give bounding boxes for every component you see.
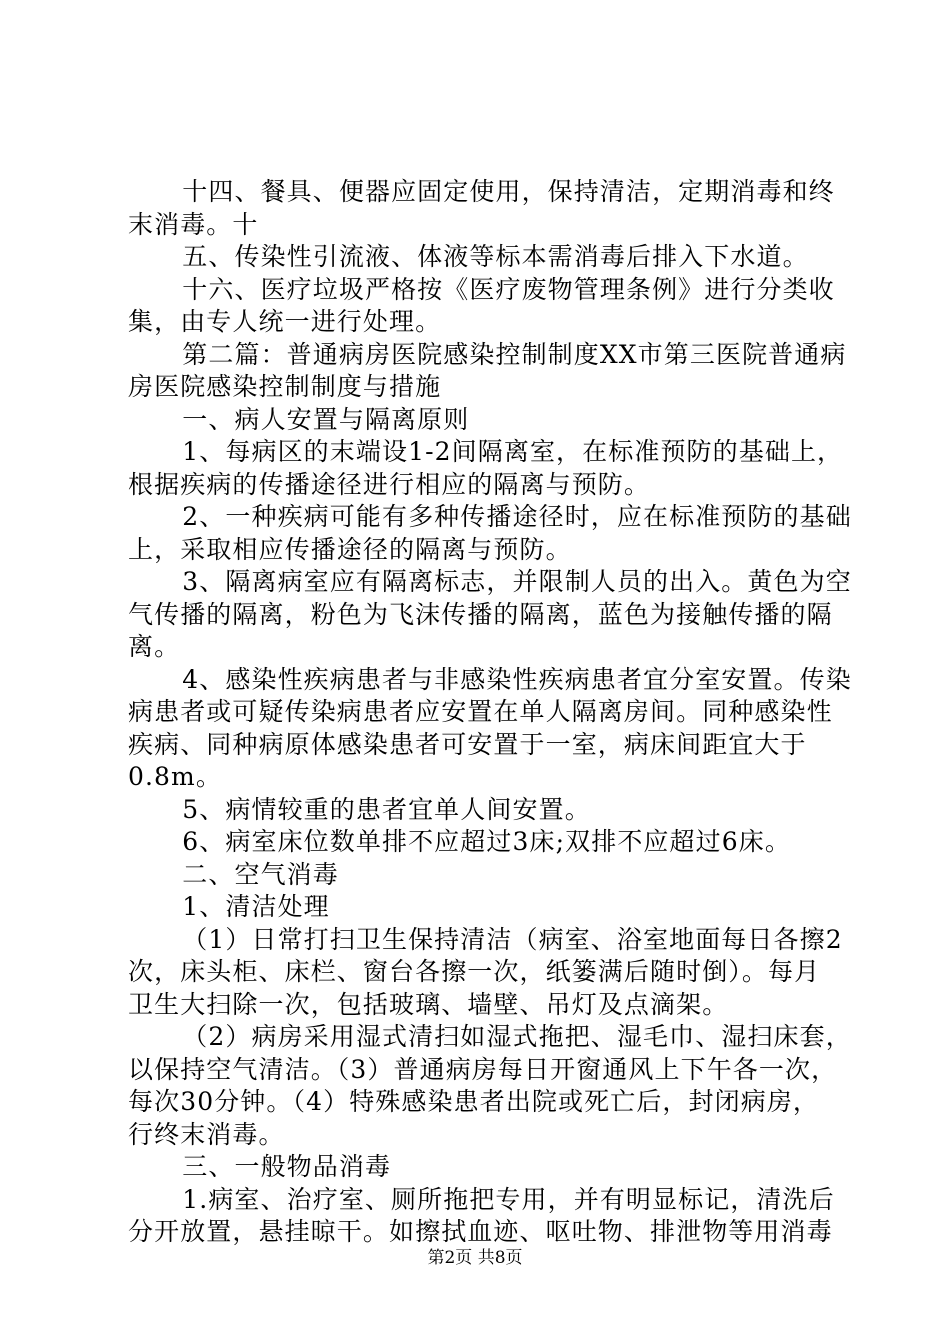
text-line: 十六、医疗垃圾严格按《医疗废物管理条例》进行分类收 (128, 274, 835, 304)
text-line: 2、一种疾病可能有多种传播途径时，应在标准预防的基础 (128, 502, 852, 531)
text-line: 4、感染性疾病患者与非感染性疾病患者宜分室安置。传染 (128, 664, 852, 694)
text-line: 卫生大扫除一次，包括玻璃、墙壁、吊灯及点滴架。 (128, 989, 729, 1019)
text-line: 根据疾病的传播途径进行相应的隔离与预防。 (128, 469, 651, 499)
text-line: 房医院感染控制制度与措施 (128, 372, 442, 401)
text-line: 离。 (128, 632, 181, 661)
text-line: 集，由专人统一进行处理。 (128, 307, 442, 336)
text-line: 十四、餐具、便器应固定使用，保持清洁，定期消毒和终 (128, 177, 835, 206)
subsection-heading: 1、清洁处理 (128, 892, 330, 921)
text-line: 次，床头柜、床栏、窗台各擦一次，纸篓满后随时倒）。每月 (128, 957, 821, 986)
section-heading: 三、一般物品消毒 (128, 1152, 392, 1181)
text-line: 五、传染性引流液、体液等标本需消毒后排入下水道。 (128, 242, 809, 271)
text-line: 5、病情较重的患者宜单人间安置。 (128, 794, 591, 824)
text-line: 气传播的隔离，粉色为飞沫传播的隔离，蓝色为接触传播的隔 (128, 599, 833, 629)
text-line: 6、病室床位数单排不应超过3床;双排不应超过6床。 (128, 827, 791, 856)
text-line: 疾病、同种病原体感染患者可安置于一室，病床间距宜大于 (128, 729, 807, 759)
text-line: 0.8m。 (128, 762, 222, 791)
text-line: 病患者或可疑传染病患者应安置在单人隔离房间。同种感染性 (128, 697, 833, 726)
text-line: 末消毒。十 (128, 209, 259, 239)
text-line: 1.病室、治疗室、厕所拖把专用，并有明显标记，清洗后 (128, 1184, 835, 1214)
text-line: （2）病房采用湿式清扫如湿式拖把、湿毛巾、湿扫床套， (128, 1022, 852, 1051)
text-line: （1）日常打扫卫生保持清洁（病室、浴室地面每日各擦2 (128, 924, 843, 954)
text-line: 1、每病区的末端设1-2间隔离室，在标准预防的基础上， (128, 437, 844, 466)
text-line: 第二篇：普通病房医院感染控制制度XX市第三医院普通病 (128, 339, 847, 369)
page-footer: 第2页 共8页 (427, 1248, 523, 1268)
text-line: 3、隔离病室应有隔离标志，并限制人员的出入。黄色为空 (128, 567, 852, 596)
text-line: 分开放置，悬挂晾干。如擦拭血迹、呕吐物、排泄物等用消毒 (128, 1217, 833, 1246)
text-line: 上，采取相应传播途径的隔离与预防。 (128, 534, 572, 564)
text-line: 以保持空气清洁。（3）普通病房每日开窗通风上下午各一次， (128, 1054, 838, 1084)
text-line: 行终末消毒。 (128, 1119, 285, 1149)
section-heading: 二、空气消毒 (128, 859, 339, 889)
section-heading: 一、病人安置与隔离原则 (128, 404, 470, 434)
document-body (128, 176, 852, 1249)
text-line: 每次30分钟。（4）特殊感染患者出院或死亡后，封闭病房， (128, 1087, 820, 1116)
